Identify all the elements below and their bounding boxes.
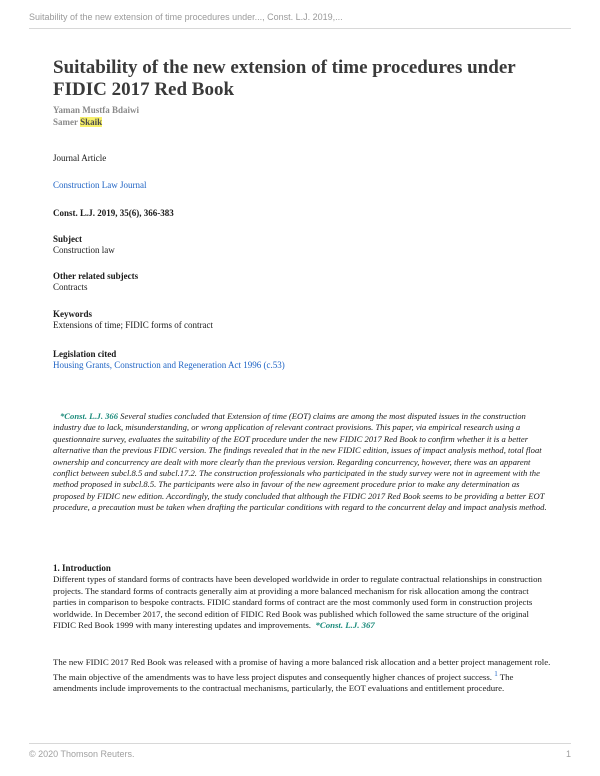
intro-paragraph-2-text: The new FIDIC 2017 Red Book was released with a promise of having a more balanced risk allocation and a better project management role. The main objective of the amendments was to have less project disputes and consequently higher chances of project success.: [53, 657, 551, 682]
copyright: © 2020 Thomson Reuters.: [29, 749, 135, 759]
author-2-first-name: Samer: [53, 117, 78, 127]
author-1: Yaman Mustfa Bdaiwi: [53, 105, 140, 115]
citation-text: Const. L.J. 2019, 35(6), 366-383: [53, 208, 174, 218]
running-header: Suitability of the new extension of time procedures under..., Const. L.J. 2019,...: [29, 12, 343, 22]
subject-section: [53, 234, 115, 256]
abstract: [53, 411, 553, 514]
other-subjects-section: [53, 271, 138, 293]
footnote-ref[interactable]: 1: [494, 669, 498, 678]
intro-paragraph-1: [53, 574, 553, 632]
journal-link[interactable]: Construction Law Journal: [53, 180, 147, 190]
page-cite-367[interactable]: *Const. L.J. 367: [315, 620, 375, 631]
intro-paragraph-1-text: Different types of standard forms of contracts have been developed worldwide in order to regulate contractual relationships in construction projects. The standard forms of contracts generally aim at providing a more balanced mechanism for risk allocation among the contract parties in comparison to bespoke contracts. FIDIC standard forms of contract are the most commonly used form in construction projects worldwide. In December 2017, the second edition of FIDIC Red Book was published which followed the same structure of the original FIDIC Red Book 1999 with many interesting updates and improvements.: [53, 574, 542, 631]
author-2: [53, 116, 139, 128]
legislation-label: Legislation cited: [53, 349, 117, 359]
subject-value: Construction law: [53, 245, 115, 255]
doc-type: Journal Article: [53, 153, 107, 163]
other-subjects-label: Other related subjects: [53, 271, 139, 281]
header-divider: [29, 28, 571, 29]
intro-paragraph-2: [53, 657, 553, 695]
footer-divider: [29, 743, 571, 744]
keywords-label: Keywords: [53, 309, 92, 319]
other-subjects-value: Contracts: [53, 282, 88, 292]
keywords-section: [53, 309, 213, 331]
author-2-highlighted-surname: Skaik: [80, 117, 103, 127]
page-number: 1: [565, 749, 571, 759]
legislation-section: [53, 349, 285, 371]
legislation-link[interactable]: Housing Grants, Construction and Regeneration Act 1996 (c.53): [53, 360, 285, 370]
subject-label: Subject: [53, 234, 82, 244]
document-title: Suitability of the new extension of time procedures under FIDIC 2017 Red Book: [53, 57, 516, 100]
section-heading: 1. Introduction: [53, 563, 111, 573]
keywords-value: Extensions of time; FIDIC forms of contract: [53, 320, 213, 330]
abstract-text: Several studies concluded that Extension of time (EOT) claims are among the most disputed issues in the construction industry due to lack, misunderstanding, or wrong application of relevant contract provisions. This paper, via empirical research using a questionnaire survey, evaluates the suitability of the EOT procedure under the new FIDIC 2017 Red Book to confirm whether it is a better alternative than the previous FIDIC version. The findings revealed that in the new FIDIC edition, issues of impact analysis method, total float ownership and concurrency are dealt with more clearly than the previous version. Regarding concurrency, however, there was an apparent conflict between subcl.8.5 and subcl.17.2. The construction professionals who participated in the study survey were not in agreement with the method proposed in subcl.8.5. The participants were also in favour of the new agreement procedure prior to make any determination as proposed by FIDIC new edition. Accordingly, the study concluded that although the FIDIC 2017 Red Book seems to be providing a better EOT procedure, a precaution must be taken when drafting the particular conditions with regard to the concurrent delay and impact analysis method.: [53, 411, 547, 513]
intro-paragraph-2-rest: The amendments include improvements to the contractual mechanisms, particularly, the EOT evaluations and entitlement procedure.: [53, 671, 514, 694]
citation: [53, 208, 174, 219]
authors: [53, 104, 139, 128]
abstract-page-cite[interactable]: *Const. L.J. 366: [60, 411, 119, 421]
